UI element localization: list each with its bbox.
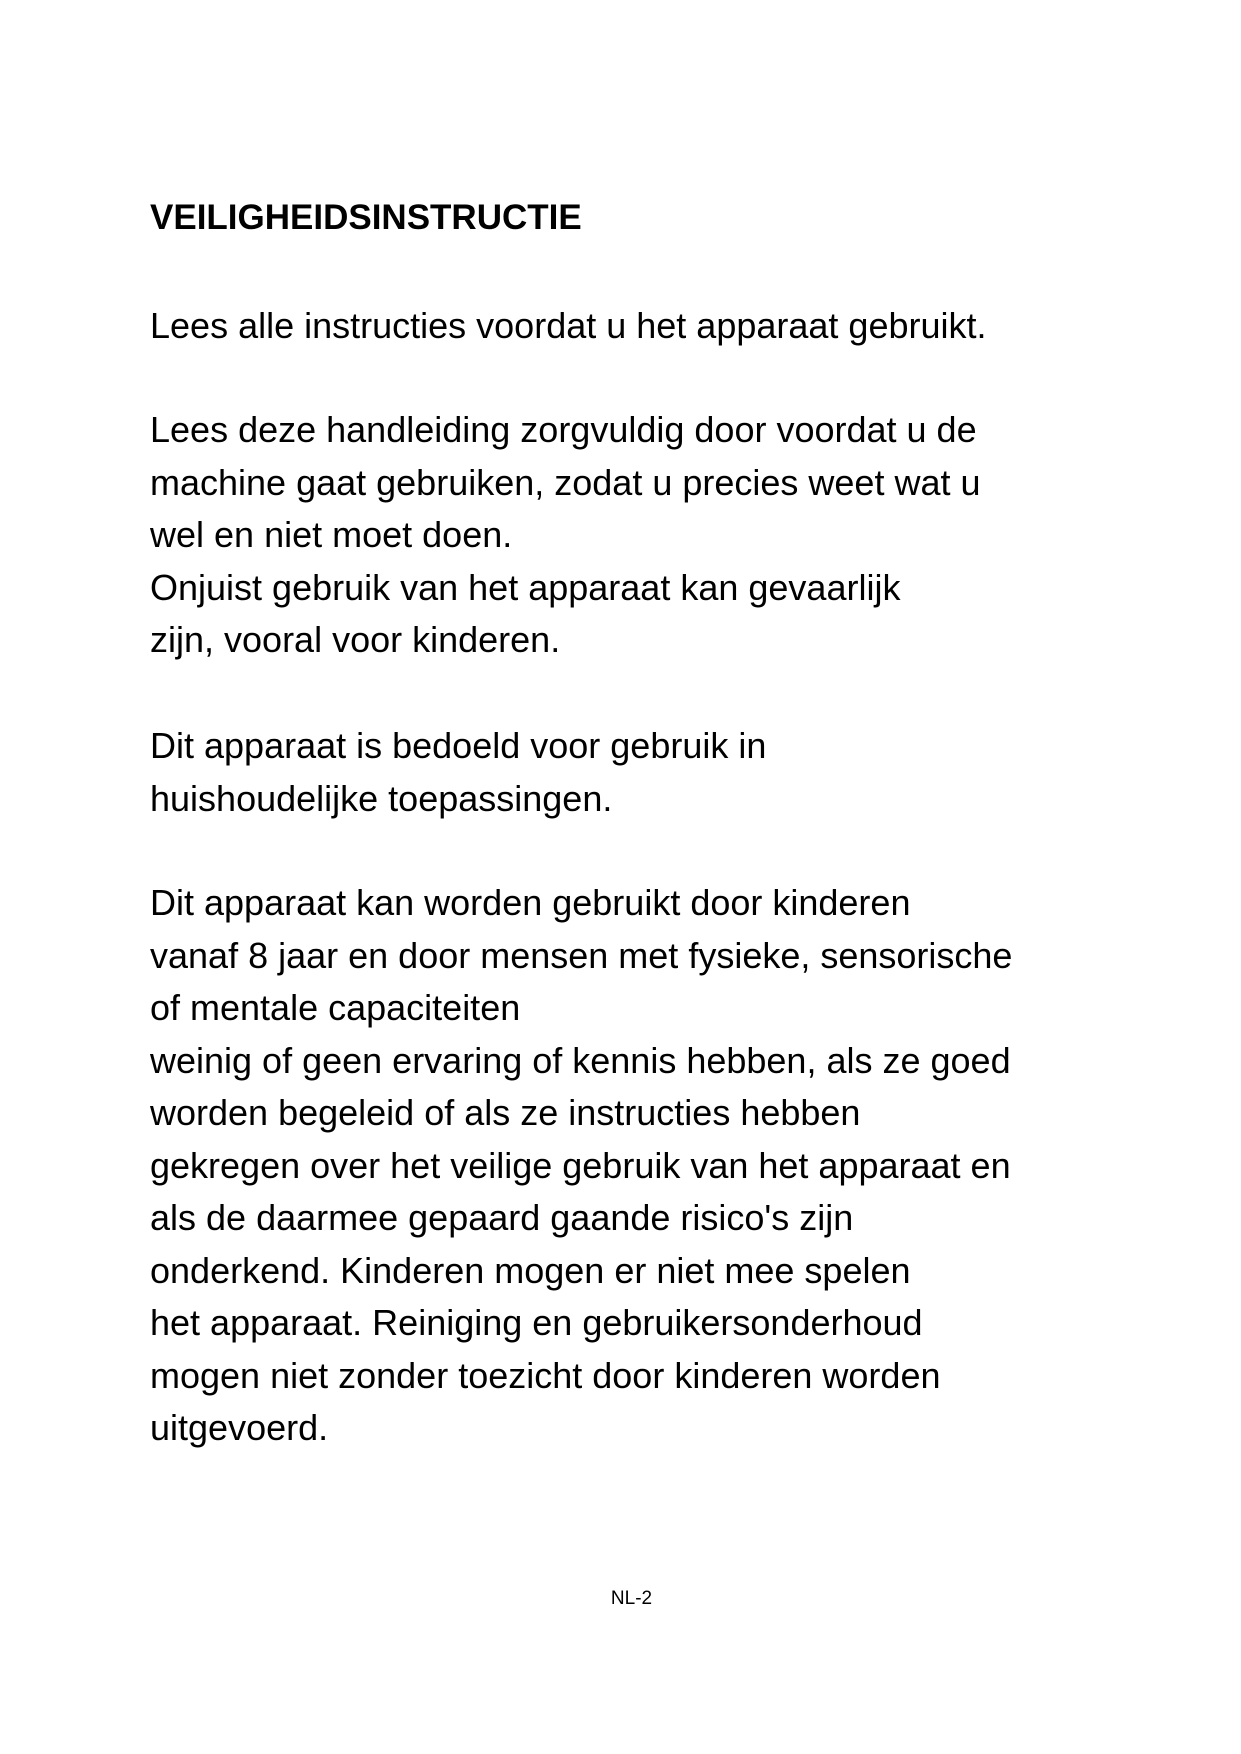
text-line: Lees deze handleiding zorgvuldig door voordat u de	[150, 409, 977, 450]
text-line: weinig of geen ervaring of kennis hebben, als ze goed	[150, 1039, 1011, 1081]
text-line: wel en niet moet doen.	[150, 514, 513, 555]
text-line: het apparaat. Reiniging en gebruikersonderhoud	[150, 1302, 923, 1343]
text-line: gekregen over het veilige gebruik van het apparaat en	[150, 1144, 1011, 1186]
paragraph-household-use	[150, 720, 1150, 825]
text-line: huishoudelijke toepassingen.	[150, 777, 613, 819]
text-line: worden begeleid of als ze instructies hebben	[150, 1092, 861, 1133]
text-line: Lees alle instructies voordat u het apparaat gebruikt.	[150, 305, 987, 346]
paragraph-read-manual	[150, 404, 1150, 667]
text-line: onderkend. Kinderen mogen er niet mee spelen	[150, 1249, 911, 1291]
text-line: vanaf 8 jaar en door mensen met fysieke, sensorische	[150, 934, 1013, 976]
text-line: als de daarmee gepaard gaande risico's zijn	[150, 1197, 854, 1238]
text-line: of mentale capaciteiten	[150, 987, 521, 1028]
text-line: mogen niet zonder toezicht door kinderen worden	[150, 1354, 941, 1396]
paragraph-children-use	[150, 877, 1150, 1455]
paragraph-read-instructions	[150, 300, 1150, 353]
text-line: Dit apparaat is bedoeld voor gebruik in	[150, 725, 767, 766]
text-line: machine gaat gebruiken, zodat u precies weet wat u	[150, 461, 981, 503]
text-line: Onjuist gebruik van het apparaat kan gevaarlijk	[150, 566, 901, 608]
text-line: zijn, vooral voor kinderen.	[150, 619, 561, 660]
page-number: NL-2	[610, 1588, 653, 1609]
section-heading: VEILIGHEIDSINSTRUCTIE	[150, 198, 582, 237]
text-line: uitgevoerd.	[150, 1407, 329, 1448]
text-line: Dit apparaat kan worden gebruikt door kinderen	[150, 882, 911, 923]
